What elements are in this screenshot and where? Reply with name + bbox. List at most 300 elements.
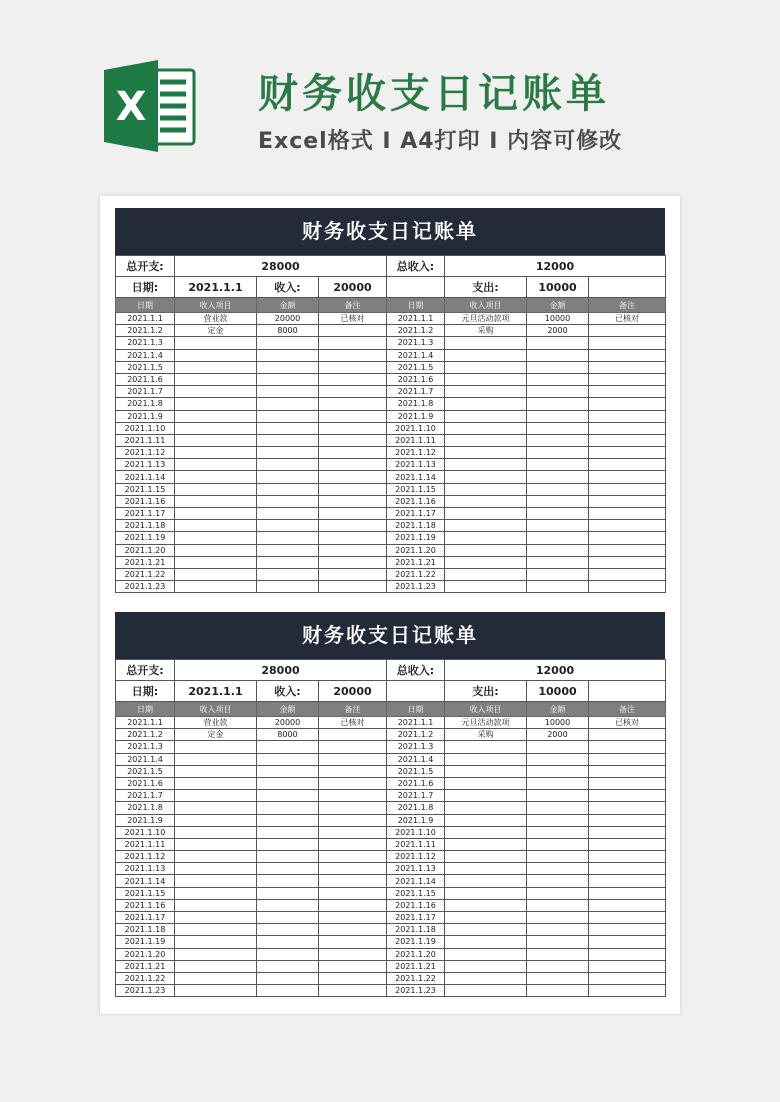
table-cell xyxy=(175,483,257,495)
table-cell xyxy=(319,887,387,899)
table-cell: 采购 xyxy=(445,729,527,741)
table-cell: 2021.1.7 xyxy=(387,790,445,802)
table-cell xyxy=(257,422,319,434)
table-cell xyxy=(527,568,589,580)
table-cell xyxy=(319,875,387,887)
table-cell: 2021.1.11 xyxy=(116,434,175,446)
table-cell xyxy=(527,936,589,948)
table-cell xyxy=(527,386,589,398)
table-cell xyxy=(175,520,257,532)
table-cell xyxy=(445,826,527,838)
table-cell: 2021.1.16 xyxy=(116,495,175,507)
table-cell xyxy=(319,361,387,373)
table-cell xyxy=(257,349,319,361)
date-value: 2021.1.1 xyxy=(175,277,257,298)
table-cell xyxy=(319,972,387,984)
table-row xyxy=(116,802,666,814)
table-cell xyxy=(589,422,666,434)
table-cell xyxy=(175,899,257,911)
table-cell: 2021.1.21 xyxy=(387,960,445,972)
table-cell xyxy=(257,520,319,532)
total-expense-label: 总开支: xyxy=(116,660,175,681)
table-row xyxy=(116,936,666,948)
table-cell xyxy=(319,936,387,948)
column-header: 收入项目 xyxy=(445,298,527,313)
table-cell xyxy=(319,985,387,997)
page-subtitle: Excel格式 I A4打印 I 内容可修改 xyxy=(258,129,623,154)
column-header-row xyxy=(116,298,666,313)
table-cell xyxy=(175,556,257,568)
table-cell xyxy=(445,373,527,385)
table-row xyxy=(116,826,666,838)
table-cell xyxy=(319,410,387,422)
table-row xyxy=(116,313,666,325)
table-row xyxy=(116,875,666,887)
table-cell xyxy=(527,447,589,459)
table-cell xyxy=(589,325,666,337)
table-row xyxy=(116,556,666,568)
table-cell xyxy=(589,508,666,520)
total-expense-label: 总开支: xyxy=(116,256,175,277)
table-cell xyxy=(257,386,319,398)
table-cell: 元旦活动款项 xyxy=(445,313,527,325)
table-cell: 2021.1.5 xyxy=(387,765,445,777)
table-cell xyxy=(175,838,257,850)
table-cell xyxy=(257,471,319,483)
table-cell: 2021.1.22 xyxy=(387,972,445,984)
table-cell xyxy=(257,838,319,850)
table-cell: 2021.1.14 xyxy=(116,875,175,887)
table-cell xyxy=(445,814,527,826)
table-cell xyxy=(319,422,387,434)
table-cell xyxy=(445,422,527,434)
table-cell xyxy=(319,826,387,838)
table-cell: 2021.1.19 xyxy=(387,936,445,948)
table-cell: 2021.1.21 xyxy=(387,556,445,568)
table-cell xyxy=(445,985,527,997)
table-cell: 2021.1.3 xyxy=(116,741,175,753)
table-cell xyxy=(319,349,387,361)
table-cell: 2021.1.14 xyxy=(387,875,445,887)
table-cell: 2021.1.10 xyxy=(116,422,175,434)
table-cell: 2021.1.22 xyxy=(387,568,445,580)
table-cell: 2021.1.4 xyxy=(387,753,445,765)
table-cell xyxy=(445,568,527,580)
table-cell: 2021.1.4 xyxy=(387,349,445,361)
table-cell: 2021.1.15 xyxy=(116,887,175,899)
table-cell xyxy=(257,972,319,984)
table-cell xyxy=(319,434,387,446)
ledger-table xyxy=(115,255,666,593)
table-cell xyxy=(445,508,527,520)
income-value: 20000 xyxy=(319,277,387,298)
table-cell xyxy=(257,581,319,593)
table-cell: 2021.1.22 xyxy=(116,568,175,580)
table-cell: 2021.1.20 xyxy=(116,948,175,960)
table-row xyxy=(116,422,666,434)
table-cell xyxy=(319,459,387,471)
table-cell xyxy=(527,985,589,997)
table-cell xyxy=(319,753,387,765)
table-cell xyxy=(445,361,527,373)
table-cell: 10000 xyxy=(527,717,589,729)
table-cell: 采购 xyxy=(445,325,527,337)
table-cell xyxy=(319,838,387,850)
sheet-title: 财务收支日记账单 xyxy=(115,612,665,659)
table-cell: 2021.1.17 xyxy=(387,508,445,520)
table-cell xyxy=(445,398,527,410)
table-cell xyxy=(527,838,589,850)
table-cell xyxy=(589,471,666,483)
expense-label: 支出: xyxy=(445,681,527,702)
table-cell xyxy=(589,887,666,899)
income-label: 收入: xyxy=(257,681,319,702)
table-cell xyxy=(175,863,257,875)
table-cell xyxy=(527,434,589,446)
table-cell xyxy=(445,863,527,875)
table-cell xyxy=(445,532,527,544)
table-cell: 2021.1.23 xyxy=(116,581,175,593)
table-cell xyxy=(257,948,319,960)
table-cell: 2021.1.1 xyxy=(116,717,175,729)
table-cell xyxy=(319,556,387,568)
table-cell xyxy=(175,741,257,753)
table-cell xyxy=(527,765,589,777)
table-cell xyxy=(589,483,666,495)
table-cell xyxy=(175,887,257,899)
summary-row xyxy=(116,681,666,702)
table-cell xyxy=(527,459,589,471)
table-cell xyxy=(257,544,319,556)
table-row xyxy=(116,924,666,936)
table-cell xyxy=(175,410,257,422)
table-cell xyxy=(445,434,527,446)
table-cell xyxy=(445,556,527,568)
table-cell xyxy=(257,483,319,495)
table-cell xyxy=(319,741,387,753)
column-header: 金额 xyxy=(257,702,319,717)
table-cell xyxy=(257,508,319,520)
table-cell xyxy=(175,544,257,556)
table-row xyxy=(116,520,666,532)
table-cell: 2021.1.16 xyxy=(116,899,175,911)
table-cell xyxy=(527,581,589,593)
table-cell: 2021.1.18 xyxy=(387,520,445,532)
table-cell xyxy=(445,924,527,936)
table-cell: 2021.1.8 xyxy=(116,398,175,410)
table-row xyxy=(116,471,666,483)
table-row xyxy=(116,948,666,960)
table-cell xyxy=(589,814,666,826)
table-cell xyxy=(257,912,319,924)
table-cell xyxy=(257,741,319,753)
table-cell xyxy=(445,349,527,361)
table-cell xyxy=(527,777,589,789)
table-cell xyxy=(175,386,257,398)
table-cell xyxy=(319,729,387,741)
table-cell: 2021.1.8 xyxy=(387,802,445,814)
table-row xyxy=(116,361,666,373)
table-cell xyxy=(175,434,257,446)
table-row xyxy=(116,729,666,741)
table-cell xyxy=(319,924,387,936)
table-cell xyxy=(175,790,257,802)
table-cell xyxy=(589,985,666,997)
table-cell xyxy=(175,753,257,765)
table-cell xyxy=(175,398,257,410)
table-cell xyxy=(257,790,319,802)
table-cell xyxy=(445,765,527,777)
table-cell xyxy=(527,495,589,507)
table-cell xyxy=(175,826,257,838)
table-cell xyxy=(319,544,387,556)
table-row xyxy=(116,410,666,422)
table-cell xyxy=(589,349,666,361)
table-cell xyxy=(175,802,257,814)
table-cell: 2021.1.2 xyxy=(116,729,175,741)
table-cell xyxy=(445,471,527,483)
table-cell xyxy=(589,729,666,741)
table-cell: 2021.1.18 xyxy=(116,924,175,936)
table-cell: 2000 xyxy=(527,325,589,337)
ledger-body xyxy=(116,660,666,997)
table-cell: 2021.1.6 xyxy=(387,373,445,385)
table-cell: 2021.1.14 xyxy=(387,471,445,483)
table-cell xyxy=(175,471,257,483)
table-cell xyxy=(257,495,319,507)
table-cell: 已核对 xyxy=(319,313,387,325)
table-cell xyxy=(445,912,527,924)
date-label: 日期: xyxy=(116,681,175,702)
table-cell: 2021.1.12 xyxy=(387,447,445,459)
table-cell xyxy=(527,337,589,349)
table-cell: 2021.1.6 xyxy=(116,373,175,385)
table-cell xyxy=(175,447,257,459)
table-cell xyxy=(527,410,589,422)
table-cell xyxy=(527,520,589,532)
table-cell xyxy=(527,753,589,765)
table-cell xyxy=(527,471,589,483)
table-cell xyxy=(589,802,666,814)
table-cell xyxy=(257,887,319,899)
table-row xyxy=(116,447,666,459)
table-cell xyxy=(445,972,527,984)
column-header: 日期 xyxy=(116,702,175,717)
table-row xyxy=(116,912,666,924)
table-cell: 2021.1.17 xyxy=(387,912,445,924)
table-cell xyxy=(589,447,666,459)
table-cell: 2021.1.1 xyxy=(387,313,445,325)
table-cell xyxy=(445,447,527,459)
table-cell: 2021.1.23 xyxy=(116,985,175,997)
table-cell xyxy=(589,434,666,446)
table-cell xyxy=(589,741,666,753)
empty-cell xyxy=(589,277,666,298)
table-cell xyxy=(527,741,589,753)
ledger-sheet-2 xyxy=(115,612,665,997)
table-cell xyxy=(527,398,589,410)
table-cell xyxy=(589,361,666,373)
table-cell xyxy=(445,802,527,814)
table-cell xyxy=(319,863,387,875)
table-cell xyxy=(175,422,257,434)
table-cell xyxy=(257,410,319,422)
income-label: 收入: xyxy=(257,277,319,298)
column-header: 备注 xyxy=(589,298,666,313)
table-cell xyxy=(257,337,319,349)
table-cell xyxy=(527,875,589,887)
table-cell xyxy=(445,581,527,593)
summary-row xyxy=(116,256,666,277)
table-cell xyxy=(527,887,589,899)
table-cell xyxy=(589,532,666,544)
table-cell: 已核对 xyxy=(319,717,387,729)
table-cell xyxy=(527,814,589,826)
table-cell xyxy=(527,899,589,911)
table-row xyxy=(116,851,666,863)
table-cell xyxy=(589,972,666,984)
table-row xyxy=(116,483,666,495)
table-cell xyxy=(589,790,666,802)
table-cell xyxy=(527,532,589,544)
table-cell xyxy=(589,373,666,385)
expense-label: 支出: xyxy=(445,277,527,298)
table-cell: 2021.1.12 xyxy=(116,851,175,863)
table-cell: 2021.1.2 xyxy=(387,729,445,741)
table-cell xyxy=(257,802,319,814)
table-row xyxy=(116,777,666,789)
table-cell xyxy=(319,948,387,960)
table-cell xyxy=(445,741,527,753)
header xyxy=(0,0,780,190)
table-cell xyxy=(527,948,589,960)
table-cell xyxy=(589,948,666,960)
table-cell xyxy=(175,960,257,972)
table-cell xyxy=(257,899,319,911)
table-cell xyxy=(319,495,387,507)
empty-cell xyxy=(589,681,666,702)
table-cell xyxy=(175,936,257,948)
expense-value: 10000 xyxy=(527,681,589,702)
table-cell xyxy=(527,972,589,984)
table-cell xyxy=(445,851,527,863)
table-cell xyxy=(257,936,319,948)
table-cell xyxy=(445,899,527,911)
table-cell xyxy=(445,544,527,556)
table-cell: 10000 xyxy=(527,313,589,325)
table-cell xyxy=(445,790,527,802)
table-cell: 2021.1.7 xyxy=(116,386,175,398)
table-cell xyxy=(319,851,387,863)
table-cell xyxy=(445,838,527,850)
document-paper xyxy=(100,196,680,1014)
table-cell xyxy=(589,899,666,911)
table-row xyxy=(116,887,666,899)
table-cell xyxy=(175,814,257,826)
table-cell xyxy=(445,875,527,887)
table-cell xyxy=(319,581,387,593)
ledger-table xyxy=(115,659,666,997)
table-cell xyxy=(175,972,257,984)
column-header: 金额 xyxy=(527,298,589,313)
table-cell: 2021.1.10 xyxy=(387,826,445,838)
table-cell xyxy=(319,483,387,495)
table-cell xyxy=(175,508,257,520)
table-cell: 2021.1.5 xyxy=(116,361,175,373)
table-cell: 已核对 xyxy=(589,717,666,729)
table-cell: 定金 xyxy=(175,325,257,337)
table-cell xyxy=(319,532,387,544)
table-cell xyxy=(589,568,666,580)
table-cell: 2021.1.6 xyxy=(116,777,175,789)
table-cell: 2021.1.5 xyxy=(387,361,445,373)
table-cell: 2021.1.15 xyxy=(387,887,445,899)
table-cell xyxy=(175,985,257,997)
table-cell: 2021.1.8 xyxy=(116,802,175,814)
table-cell: 2021.1.19 xyxy=(387,532,445,544)
table-cell xyxy=(175,777,257,789)
table-cell: 2021.1.2 xyxy=(116,325,175,337)
total-income-label: 总收入: xyxy=(387,256,445,277)
table-cell xyxy=(445,887,527,899)
table-cell: 2021.1.2 xyxy=(387,325,445,337)
table-row xyxy=(116,568,666,580)
table-row xyxy=(116,863,666,875)
table-cell xyxy=(527,863,589,875)
table-cell xyxy=(257,361,319,373)
table-cell xyxy=(589,544,666,556)
table-cell: 2021.1.4 xyxy=(116,753,175,765)
table-cell xyxy=(257,447,319,459)
column-header: 金额 xyxy=(257,298,319,313)
table-cell xyxy=(527,544,589,556)
summary-row xyxy=(116,660,666,681)
table-row xyxy=(116,349,666,361)
table-cell xyxy=(319,899,387,911)
table-cell xyxy=(257,568,319,580)
ledger-body xyxy=(116,256,666,593)
table-cell xyxy=(527,790,589,802)
table-cell: 2021.1.23 xyxy=(387,985,445,997)
table-cell: 2021.1.19 xyxy=(116,936,175,948)
date-value: 2021.1.1 xyxy=(175,681,257,702)
table-cell xyxy=(319,814,387,826)
table-cell: 2021.1.5 xyxy=(116,765,175,777)
table-row xyxy=(116,325,666,337)
summary-row xyxy=(116,277,666,298)
table-cell: 2021.1.22 xyxy=(116,972,175,984)
table-cell xyxy=(445,410,527,422)
table-cell: 2021.1.17 xyxy=(116,508,175,520)
table-cell xyxy=(175,373,257,385)
table-cell xyxy=(319,337,387,349)
table-cell: 2021.1.13 xyxy=(116,863,175,875)
table-cell xyxy=(445,386,527,398)
table-cell: 2021.1.23 xyxy=(387,581,445,593)
sheet-title: 财务收支日记账单 xyxy=(115,208,665,255)
table-cell xyxy=(589,863,666,875)
table-cell xyxy=(257,753,319,765)
ledger-sheet-1 xyxy=(115,208,665,593)
column-header: 日期 xyxy=(116,298,175,313)
table-cell xyxy=(319,568,387,580)
table-cell xyxy=(527,373,589,385)
table-cell xyxy=(319,960,387,972)
column-header: 备注 xyxy=(589,702,666,717)
table-cell: 营业款 xyxy=(175,313,257,325)
table-cell xyxy=(257,851,319,863)
table-cell xyxy=(527,556,589,568)
